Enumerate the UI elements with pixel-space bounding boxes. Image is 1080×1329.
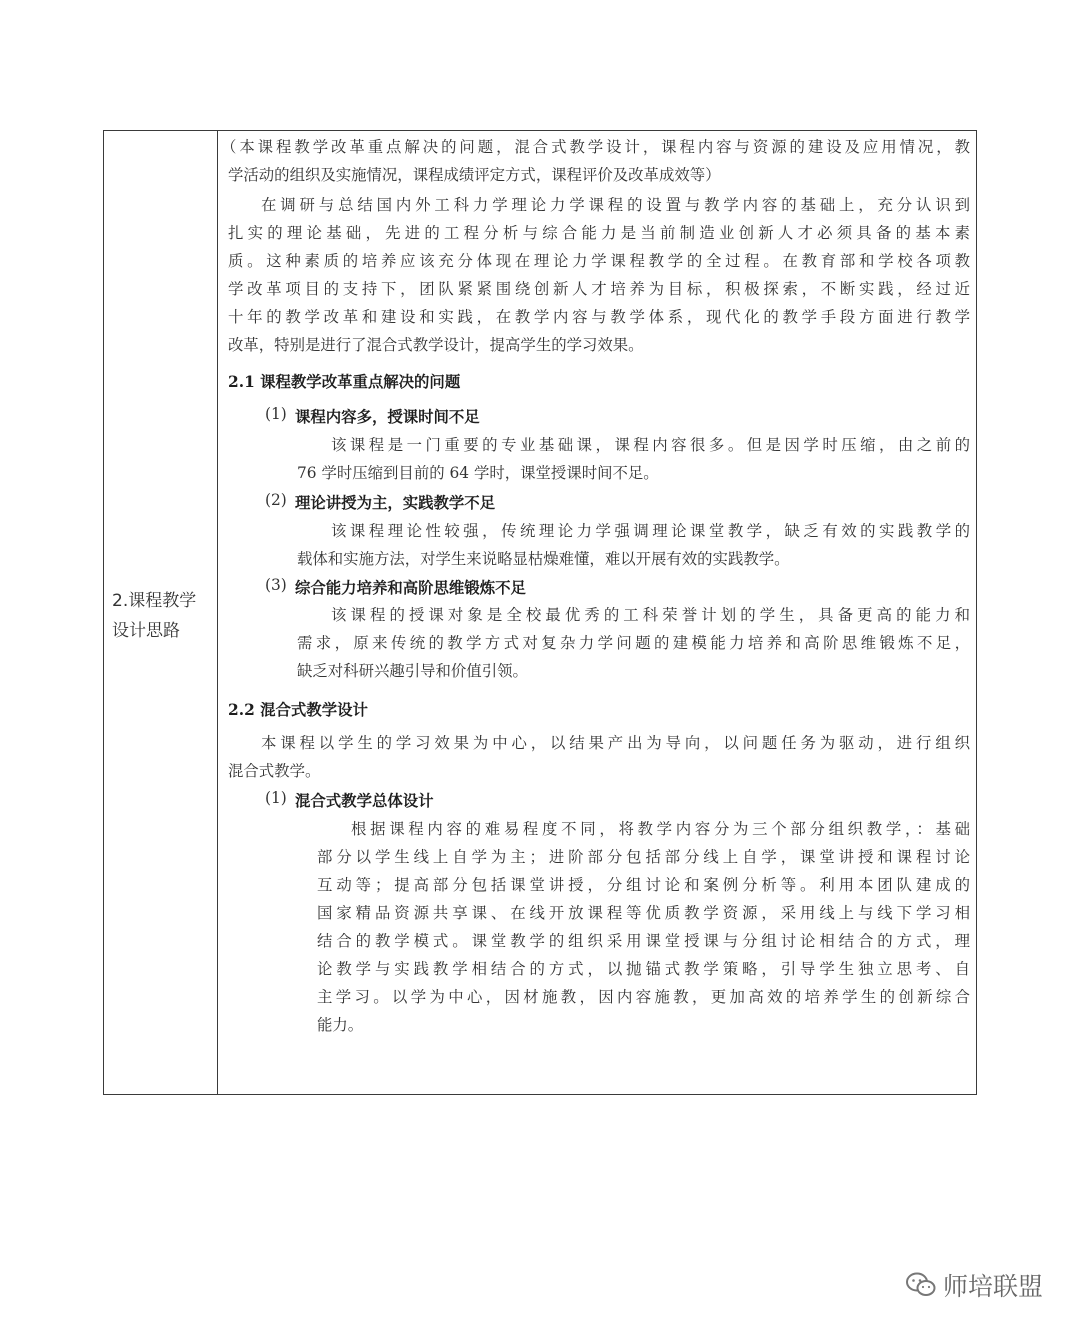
point-text: 论教学与实践教学相结合的方式，以抛锚式教学策略，引导学生独立思考、自 [317,960,970,978]
point-text: 该课程的授课对象是全校最优秀的工科荣誉计划的学生，具备更高的能力和 [331,606,970,624]
section-heading: 2.2 混合式教学设计 [228,701,368,719]
watermark [905,1267,1043,1305]
row-label-line: 设计思路 [112,621,180,641]
point-text: 互动等；提高部分包括课堂讲授，分组讨论和案例分析等。利用本团队建成的 [317,876,970,894]
point-number: (1) [265,789,287,807]
point-text: 部分以学生线上自学为主；进阶部分包括部分线上自学，课堂讲授和课程讨论 [317,848,970,866]
column-divider [217,131,218,1094]
intro-line: 学活动的组织及实施情况，课程成绩评定方式，课程评价及改革成效等） [228,166,721,184]
intro-line: （本课程教学改革重点解决的问题，混合式教学设计，课程内容与资源的建设及应用情况，教 [221,138,970,156]
para-line: 混合式教学。 [228,762,321,780]
para-line: 扎实的理论基础，先进的工程分析与综合能力是当前制造业创新人才必须具备的基本素 [228,224,970,242]
point-title: 理论讲授为主，实践教学不足 [295,494,496,512]
para-line: 在调研与总结国内外工科力学理论力学课程的设置与教学内容的基础上，充分认识到 [261,196,970,214]
point-text: 载体和实施方法，对学生来说略显枯燥难懂，难以开展有效的实践教学。 [297,550,790,568]
para-line: 十年的教学改革和建设和实践，在教学内容与教学体系，现代化的教学手段方面进行教学 [228,308,970,326]
point-number: (1) [265,405,287,423]
point-text: 该课程是一门重要的专业基础课，课程内容很多。但是因学时压缩，由之前的 [331,436,970,454]
point-text: 缺乏对科研兴趣引导和价值引领。 [297,662,528,680]
point-number: (3) [265,576,287,594]
para-line: 质。这种素质的培养应该充分体现在理论力学课程教学的全过程。在教育部和学校各项教 [228,252,970,270]
para-line: 改革，特别是进行了混合式教学设计，提高学生的学习效果。 [228,336,644,354]
point-text: 该课程理论性较强，传统理论力学强调理论课堂教学，缺乏有效的实践教学的 [331,522,970,540]
wechat-icon [905,1271,937,1305]
course-table [103,130,977,1095]
para-line: 本课程以学生的学习效果为中心，以结果产出为导向，以问题任务为驱动，进行组织 [261,734,970,752]
point-number: (2) [265,491,287,509]
section-heading: 2.1 课程教学改革重点解决的问题 [228,373,461,391]
point-text: 根据课程内容的难易程度不同，将教学内容分为三个部分组织教学，：基础 [351,820,970,838]
point-text: 能力。 [317,1016,364,1034]
watermark-text: 师培联盟 [943,1272,1044,1301]
point-text: 76 学时压缩到目前的 64 学时，课堂授课时间不足。 [297,464,659,482]
point-title: 混合式教学总体设计 [295,792,434,810]
point-text: 国家精品资源共享课、在线开放课程等优质教学资源，采用线上与线下学习相 [317,904,970,922]
point-text: 结合的教学模式。课堂教学的组织采用课堂授课与分组讨论相结合的方式，理 [317,932,970,950]
point-text: 主学习。以学为中心，因材施教，因内容施教，更加高效的培养学生的创新综合 [317,988,970,1006]
point-title: 课程内容多，授课时间不足 [295,408,480,426]
row-label-line: 2.课程教学 [112,591,197,611]
point-text: 需求，原来传统的教学方式对复杂力学问题的建模能力培养和高阶思维锻炼不足， [297,634,970,652]
row-label [104,586,217,646]
para-line: 学改革项目的支持下，团队紧紧围绕创新人才培养为目标，积极探索，不断实践，经过近 [228,280,970,298]
point-title: 综合能力培养和高阶思维锻炼不足 [295,579,526,597]
